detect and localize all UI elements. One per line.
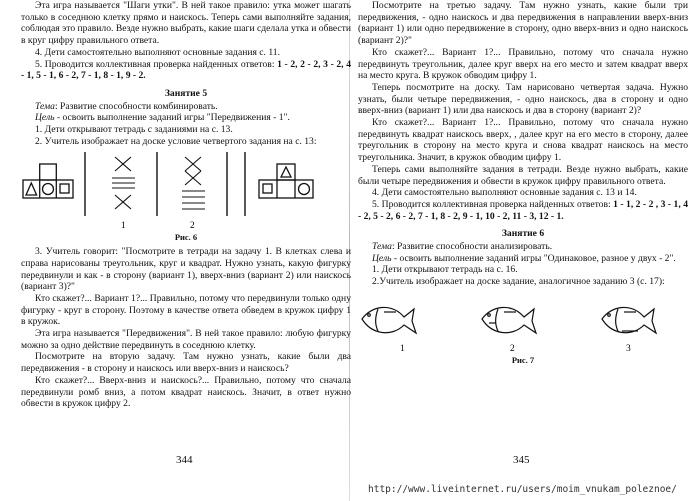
paragraph bbox=[21, 59, 351, 82]
figure-label: 2 bbox=[510, 343, 515, 354]
theme-line bbox=[358, 241, 688, 253]
theme-label: Тема bbox=[372, 241, 392, 253]
theme-line bbox=[21, 101, 351, 113]
goal-label: Цель bbox=[372, 252, 392, 264]
lesson-title: Занятие 5 bbox=[164, 87, 208, 99]
right-page bbox=[358, 0, 688, 501]
paragraph: Теперь сами выполняйте задания в тетради. Везде нужно выбрать, какие были четыре передвижения и обвести в кружок цифру правильного ответа. bbox=[358, 163, 688, 187]
figure-label: 1 bbox=[121, 221, 126, 232]
paragraph-text: 5. Проводится коллективная проверка найденных ответов: bbox=[35, 58, 275, 70]
paragraph: 4. Дети самостоятельно выполняют основные задания с. 11. bbox=[35, 46, 280, 58]
goal-line bbox=[21, 112, 351, 124]
left-page bbox=[21, 0, 351, 501]
paragraph bbox=[358, 199, 688, 222]
answers-list: 1 - 1, 2 - 2 , 3 - 1, 4 - 2, 5 - 2, 6 - 2, 7 - 1, 8 - 2, 9 - 1, 10 - 2, 11 - 3, 12 - 1. bbox=[358, 198, 688, 222]
page-number: 345 bbox=[513, 454, 530, 466]
figure-label: 1 bbox=[400, 343, 405, 354]
step: 2.Учитель изображает на доске задание, аналогичное заданию 3 (с. 17): bbox=[372, 276, 665, 288]
paragraph: Эта игра называется "Шаги утки". В ней такое правило: утка может шагать только в соседнюю клетку прямо и наискось. Теперь сами выполняйте задания, соблюдая это правило. Везде нужно выбрать, какие шаги сделала утка и обвести в круг цифру правильного ответа. bbox=[21, 0, 351, 47]
goal-label: Цель bbox=[35, 112, 55, 124]
shape-grid-left bbox=[23, 164, 73, 198]
triangle-icon bbox=[281, 167, 291, 177]
shape-grid-right bbox=[259, 164, 313, 198]
fish-2-icon bbox=[482, 307, 536, 333]
goal-text: - освоить выполнение заданий игры "Передвижения - 1". bbox=[54, 112, 290, 124]
lesson-title: Занятие 6 bbox=[501, 228, 545, 240]
paragraph-text: 5. Проводится коллективная проверка найденных ответов: bbox=[372, 198, 611, 210]
paragraph: 4. Дети самостоятельно выполняют основные задания с. 13 и 14. bbox=[372, 187, 637, 199]
figure-label: 2 bbox=[190, 221, 195, 232]
answers-list: 1 - 2, 2 - 2, 3 - 2, 4 - 1, 5 - 1, 6 - 2, 7 - 1, 8 - 1, 9 - 2. bbox=[21, 58, 351, 82]
figure-caption: Рис. 7 bbox=[511, 354, 535, 365]
square-icon bbox=[60, 184, 69, 193]
paragraph: Эта игра называется "Передвижения". В ней такое правило: любую фигурку можно за одно действие передвинуть в соседнюю клетку. bbox=[21, 328, 351, 351]
moves-column-2 bbox=[182, 157, 205, 209]
fish-1-icon bbox=[362, 307, 416, 333]
step: 1. Дети открывают тетрадь на с. 16. bbox=[372, 264, 518, 276]
paragraph: Кто скажет?... Вариант 1?... Правильно, потому что сначала нужно передвинуть квадрат наискось вверх, , далее круг на его место в сторону, далее треугольник в сторону на место круга и снова квадрат наискось на место треугольника. Значит, в кружок обводим цифру 1. bbox=[358, 117, 688, 164]
paragraph: Кто скажет?... Вариант 1?... Правильно, потому что передвинули только одну фигурку - круг в сторону. Поэтому в качестве ответа обведем в кружок цифру 1 в кружок. bbox=[21, 292, 351, 328]
paragraph: Теперь посмотрите на доску. Там нарисовано четвертая задача. Нужно узнать, были четыре передвижения, - одно наискось, два в сторону и одно вверх-вниз (вариант 1) или два наискось и два в сторону (вариант 2)? bbox=[358, 81, 688, 117]
theme-text: : Развитие способности комбинировать. bbox=[54, 100, 218, 112]
paragraph: Посмотрите на вторую задачу. Там нужно узнать, какие были два передвижения - в сторону и наискось или вверх-вниз и наискось? bbox=[21, 351, 351, 375]
paragraph: Посмотрите на третью задачу. Там нужно узнать, какие были три передвижения, - одно наискось и два передвижения в направлении вверх-вниз (вариант 1) или одно передвижение в сторону, одно вверх-вниз и одно наискось (вариант 2)?" bbox=[358, 0, 688, 47]
paragraph: Кто скажет?... Вверх-вниз и наискось?... Правильно, потому что сначала передвинули ромб вниз, а потом квадрат наискось. Значит, в ответ нужно обвести в кружок цифру 2. bbox=[21, 374, 351, 410]
step: 2. Учитель изображает на доске условие четвертого задания на с. 13: bbox=[35, 135, 317, 147]
square-icon bbox=[263, 184, 272, 193]
page-number: 344 bbox=[176, 454, 193, 466]
circle-icon bbox=[43, 184, 54, 195]
theme-text: : Развитие способности анализировать. bbox=[391, 241, 553, 253]
figure-caption: Рис. 6 bbox=[174, 232, 198, 243]
circle-icon bbox=[299, 184, 310, 195]
figure-7 bbox=[358, 291, 668, 355]
theme-label: Тема bbox=[35, 100, 55, 112]
goal-text: - освоить выполнение заданий игры "Одинаковое, разное у двух - 2". bbox=[391, 252, 676, 264]
goal-line bbox=[358, 253, 688, 265]
paragraph: Кто скажет?... Вариант 1?... Правильно, потому что сначала нужно передвинуть треугольник, далее круг вверх на его место и затем квадрат вверх на место круга. В кружок обводим цифру 1. bbox=[358, 46, 688, 82]
step: 1. Дети открывают тетрадь с заданиями на с. 13. bbox=[35, 124, 233, 136]
moves-column-1 bbox=[112, 157, 135, 209]
triangle-icon bbox=[26, 183, 37, 195]
figure-6 bbox=[21, 150, 331, 232]
fish-3-icon bbox=[602, 307, 656, 333]
figure-label: 3 bbox=[626, 343, 631, 354]
paragraph: 3. Учитель говорит: "Посмотрите в тетради на задачу 1. В клетках слева и справа нарисованы треугольник, круг и квадрат. Нужно узнать, какую фигурку передвинули и как - в сторону (вариант 1), вверх-вниз (вариант 2) или наискось (вариант 3)?" bbox=[21, 246, 351, 293]
source-url: http://www.liveinternet.ru/users/moim_vnukam_poleznoe/ bbox=[368, 484, 677, 495]
